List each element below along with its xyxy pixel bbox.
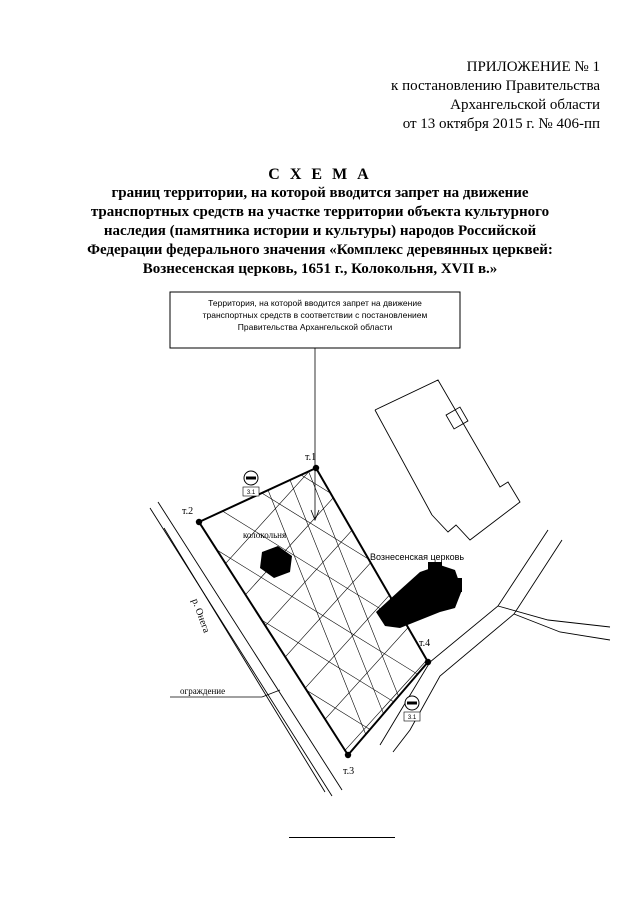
boundary-point-4	[425, 659, 431, 665]
title-line: Федерации федерального значения «Комплекс деревянных церквей:	[87, 242, 553, 258]
sign-code: 3.1	[246, 490, 256, 496]
fence-label: ограждение	[180, 686, 226, 696]
boundary-point-1	[313, 465, 319, 471]
title-line: наследия (памятника истории и культуры) народов Российской	[103, 223, 537, 239]
zone-hatching	[20, 360, 620, 900]
legend-line: Правительства Архангельской области	[237, 322, 393, 332]
legend-line: транспортных средств в соответствии с постановлением	[202, 310, 428, 320]
footer-divider	[289, 837, 395, 838]
point-label-2: т.2	[182, 506, 194, 517]
title-line: Вознесенская церковь, 1651 г., Колокольня, XVII в.»	[142, 261, 498, 277]
title-line: границ территории, на которой вводится запрет на движение	[111, 185, 529, 201]
sign-code: 3.1	[407, 715, 417, 721]
appendix-region: Архангельской области	[450, 97, 600, 113]
no-entry-sign-icon	[243, 471, 259, 496]
river-bank-lines	[150, 502, 342, 796]
point-label-1: т.1	[305, 452, 317, 463]
building-outline	[375, 380, 520, 540]
appendix-title: ПРИЛОЖЕНИЕ № 1	[466, 59, 600, 75]
boundary-point-3	[345, 752, 351, 758]
boundary-point-2	[196, 519, 202, 525]
belltower-label: колокольня	[243, 530, 287, 540]
no-entry-sign-icon	[404, 696, 420, 721]
scheme-heading: С Х Е М А	[268, 166, 372, 183]
appendix-date: от 13 октября 2015 г. № 406-пп	[402, 116, 600, 132]
building-outline-side	[375, 410, 432, 515]
point-label-3: т.3	[343, 766, 355, 777]
point-label-4: т.4	[419, 638, 431, 649]
title-line: транспортных средств на участке территории объекта культурного	[90, 204, 550, 220]
river-label: р. Онега	[189, 597, 212, 635]
church-label: Вознесенская церковь	[370, 552, 465, 562]
appendix-subtitle: к постановлению Правительства	[391, 78, 600, 94]
legend-line: Территория, на которой вводится запрет на движение	[208, 298, 422, 308]
